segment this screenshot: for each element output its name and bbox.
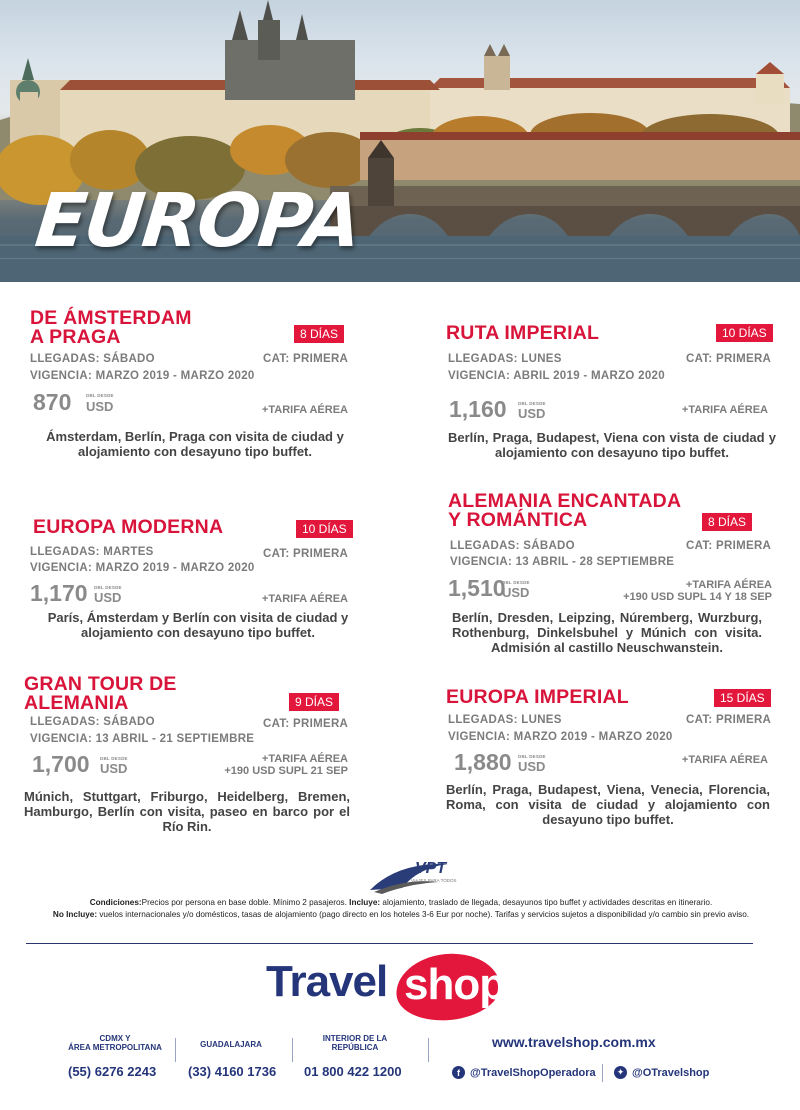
hero-banner xyxy=(0,0,800,282)
twitter-link[interactable] xyxy=(614,1066,709,1079)
conditions-text xyxy=(26,897,776,921)
office-label-cdmx: CDMX Y ÁREA METROPOLITANA xyxy=(68,1034,162,1052)
tour-description: Berlín, Praga, Budapest, Viena, Venecia, Florencia, Roma, con visita de ciudad y alojamiento con desayuno tipo buffet. xyxy=(446,782,770,827)
fare-note: +TARIFA AÉREA xyxy=(261,593,348,605)
days-badge: 10 DÍAS xyxy=(296,520,353,538)
currency-label: USD xyxy=(94,590,122,605)
tour-card-europa-imperial xyxy=(446,688,786,838)
fare-note: +TARIFA AÉREA xyxy=(681,404,768,416)
office-label-interior: INTERIOR DE LA REPÚBLICA xyxy=(322,1034,388,1052)
price-value: 870 xyxy=(33,389,72,415)
office-phone-cdmx[interactable]: (55) 6276 2243 xyxy=(68,1064,157,1079)
validity-text: VIGENCIA: MARZO 2019 - MARZO 2020 xyxy=(448,731,673,743)
price-note: DBL DESDE xyxy=(94,585,122,590)
tour-title: DE ÁMSTERDAM A PRAGA xyxy=(30,307,192,348)
tour-description: Ámsterdam, Berlín, Praga con visita de ciudad y alojamiento con desayuno tipo buffet. xyxy=(46,429,344,459)
office-divider xyxy=(428,1038,429,1062)
includes-text: alojamiento, traslado de llegada, desayunos tipo buffet y actividades descritas en itinerario. xyxy=(380,898,713,907)
arrivals-text: LLEGADAS: SÁBADO xyxy=(30,716,155,728)
facebook-icon: f xyxy=(452,1066,465,1079)
days-badge: 9 DÍAS xyxy=(289,693,339,711)
currency-label: USD xyxy=(86,399,114,414)
currency-label: USD xyxy=(502,585,530,600)
office-label-guadalajara: GUADALAJARA xyxy=(200,1040,262,1049)
excludes-label: No Incluye: xyxy=(52,910,98,919)
price-note: DBL DESDE xyxy=(502,580,530,585)
tour-card-alemania-encantada xyxy=(448,492,788,672)
office-divider xyxy=(175,1038,176,1062)
category-text: CAT: PRIMERA xyxy=(263,718,349,730)
tour-title: EUROPA IMPERIAL xyxy=(446,686,629,708)
office-divider xyxy=(292,1038,293,1062)
tour-description: Berlín, Dresden, Leipzing, Núremberg, Wurzburg, Rothenburg, Dinkelsbuhel y Múnich con visita. Admisión al castillo Neuschwanstein. xyxy=(452,610,762,655)
category-text: CAT: PRIMERA xyxy=(686,353,772,365)
currency-label: USD xyxy=(518,406,546,421)
arrivals-text: LLEGADAS: SÁBADO xyxy=(450,540,575,552)
category-text: CAT: PRIMERA xyxy=(686,714,772,726)
conditions-body: Precios por persona en base doble. Mínimo 2 pasajeros. xyxy=(141,898,350,907)
tour-title: RUTA IMPERIAL xyxy=(446,322,600,344)
arrivals-text: LLEGADAS: LUNES xyxy=(448,353,562,365)
twitter-handle: @OTravelshop xyxy=(632,1066,710,1079)
conditions-label: Condiciones: xyxy=(89,898,142,907)
currency-label: USD xyxy=(518,759,546,774)
tour-card-ruta-imperial xyxy=(446,324,786,464)
travelshop-logo-shop: shop xyxy=(404,960,506,1009)
category-text: CAT: PRIMERA xyxy=(263,548,349,560)
vpt-logo-text: VPT xyxy=(415,860,447,877)
category-text: CAT: PRIMERA xyxy=(686,540,772,552)
validity-text: VIGENCIA: 13 ABRIL - 21 SEPTIEMBRE xyxy=(30,733,255,745)
arrivals-text: LLEGADAS: MARTES xyxy=(30,546,154,558)
price-note: DBL DESDE xyxy=(518,754,546,759)
category-text: CAT: PRIMERA xyxy=(263,353,349,365)
validity-text: VIGENCIA: MARZO 2019 - MARZO 2020 xyxy=(30,370,255,382)
social-divider xyxy=(602,1064,603,1082)
price-note: DBL DESDE xyxy=(100,756,128,761)
days-badge: 10 DÍAS xyxy=(716,324,773,342)
fare-note: +TARIFA AÉREA xyxy=(681,754,768,766)
currency-label: USD xyxy=(100,761,128,776)
facebook-handle: @TravelShopOperadora xyxy=(470,1066,596,1079)
tour-card-europa-moderna xyxy=(30,518,370,648)
days-badge: 8 DÍAS xyxy=(294,325,344,343)
website-link[interactable]: www.travelshop.com.mx xyxy=(492,1034,656,1050)
price-value: 1,510 xyxy=(448,575,506,601)
footer-divider xyxy=(26,943,753,944)
validity-text: VIGENCIA: MARZO 2019 - MARZO 2020 xyxy=(30,562,255,574)
tour-title: EUROPA MODERNA xyxy=(33,516,224,538)
includes-label: Incluye: xyxy=(349,898,381,907)
twitter-icon: ✦ xyxy=(614,1066,627,1079)
travelshop-logo-travel: Travel xyxy=(266,957,388,1006)
price-value: 1,170 xyxy=(30,580,88,606)
tour-card-amsterdam-praga xyxy=(30,309,370,469)
tour-description: Múnich, Stuttgart, Friburgo, Heidelberg, Bremen, Hamburgo, Berlín con visita, paseo en barco por el Río Rin. xyxy=(24,789,350,834)
arrivals-text: LLEGADAS: LUNES xyxy=(448,714,562,726)
price-note: DBL DESDE xyxy=(518,401,546,406)
price-value: 1,700 xyxy=(32,751,90,777)
fare-note: +TARIFA AÉREA +190 USD SUPL 14 Y 18 SEP xyxy=(623,579,772,603)
validity-text: VIGENCIA: ABRIL 2019 - MARZO 2020 xyxy=(448,370,665,382)
days-badge: 15 DÍAS xyxy=(714,689,771,707)
days-badge: 8 DÍAS xyxy=(702,513,752,531)
tour-card-gran-tour-alemania xyxy=(24,675,364,845)
price-value: 1,880 xyxy=(454,749,512,775)
validity-text: VIGENCIA: 13 ABRIL - 28 SEPTIEMBRE xyxy=(450,556,675,568)
facebook-link[interactable] xyxy=(452,1066,596,1079)
tour-title: ALEMANIA ENCANTADA Y ROMÁNTICA xyxy=(448,490,682,531)
office-phone-guadalajara[interactable]: (33) 4160 1736 xyxy=(188,1064,277,1079)
price-note: DBL DESDE xyxy=(86,393,114,398)
arrivals-text: LLEGADAS: SÁBADO xyxy=(30,353,155,365)
price-value: 1,160 xyxy=(449,396,507,422)
tour-description: París, Ámsterdam y Berlín con visita de ciudad y alojamiento con desayuno tipo buffet. xyxy=(47,610,349,640)
fare-note: +TARIFA AÉREA xyxy=(261,404,348,416)
tour-description: Berlín, Praga, Budapest, Viena con vista de ciudad y alojamiento con desayuno tipo buffet. xyxy=(448,430,776,460)
office-phone-interior[interactable]: 01 800 422 1200 xyxy=(304,1064,402,1079)
excludes-text: vuelos internacionales y/o domésticos, tasas de alojamiento (pago directo en los hoteles 3-6 Eur por noche). Tarifas y servicios sujetos a disponibilidad y/o cambio sin previo aviso. xyxy=(97,910,750,919)
tour-title: GRAN TOUR DE ALEMANIA xyxy=(24,673,177,714)
hero-title: EUROPA xyxy=(31,178,364,264)
vpt-tagline: VIAJES PARA TODOS xyxy=(411,878,457,883)
fare-note: +TARIFA AÉREA +190 USD SUPL 21 SEP xyxy=(224,753,348,777)
